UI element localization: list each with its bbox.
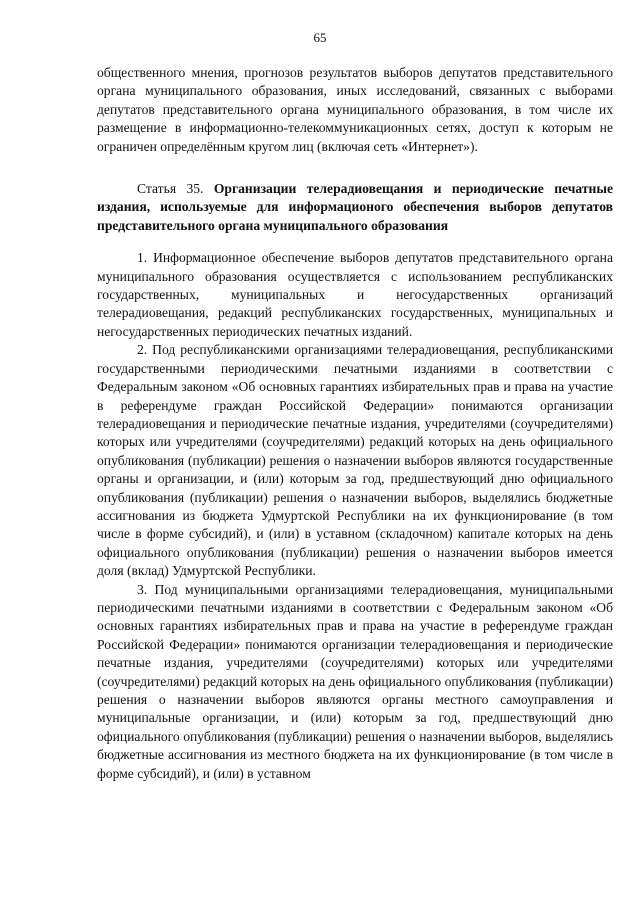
document-body [97, 64, 613, 783]
page-number: 65 [313, 30, 327, 45]
paragraph-2: 2. Под республиканскими организациями телерадиовещания, республиканскими государственными периодическими печатными изданиями в соответствии с Федеральным законом «Об основных гарантиях избирательных прав и права на участие в референдуме граждан Российской Федерации» понимаются организации телерадиовещания и периодические печатные издания, учредителями (соучредителями) которых или учредителями (соучредителями) редакций которых на день официального опубликования (публикации) решения о назначении выборов являются государственные органы и организации, и (или) которым за год, предшествующий дню официального опубликования (публикации) решения о назначении выборов, выделялись бюджетные ассигнования из бюджета Удмуртской Республики на их функционирование (в том числе в форме субсидий), и (или) в уставном (складочном) капитале которых на день официального опубликования (публикации) решения о назначении выборов имеется доля (вклад) Удмуртской Республики. [97, 342, 613, 579]
paragraph-1: 1. Информационное обеспечение выборов депутатов представительного органа муниципального образования осуществляется с использованием республиканских государственных, муниципальных и негосударственных организаций телерадиовещания, редакций республиканских государственных, муниципальных и негосударственных периодических печатных изданий. [97, 250, 613, 339]
article-heading [97, 180, 613, 235]
article-label: Статья 35. [137, 181, 204, 197]
paragraph-3: 3. Под муниципальными организациями телерадиовещания, муниципальными периодическими печатными изданиями в соответствии с Федеральным законом «Об основных гарантиях избирательных прав и права на участие в референдуме граждан Российской Федерации» понимаются организации телерадиовещания и периодические печатные издания, учредителями (соучредителями) которых или учредителями (соучредителями) редакций которых на день официального опубликования (публикации) решения о назначении выборов являются органы местного самоуправления и муниципальные организации, и (или) которым за год, предшествующий дню официального опубликования (публикации) решения о назначении выборов, выделялись бюджетные ассигнования из местного бюджета на их функционирование (в том числе в форме субсидий), и (или) в уставном [97, 581, 613, 781]
intro-paragraph: общественного мнения, прогнозов результатов выборов депутатов представительного органа муниципального образования, иных исследований, связанных с выборами депутатов представительного органа муниципального образования, в том числе их размещение в информационно-телекоммуникационных сетях, доступ к которым не ограничен определённым кругом лиц (включая сеть «Интернет»). [97, 65, 613, 154]
article-title: Организации телерадиовещания и периодические печатные издания, используемые для информационого обеспечения выборов депутатов представительного органа муниципального образования [97, 181, 613, 233]
